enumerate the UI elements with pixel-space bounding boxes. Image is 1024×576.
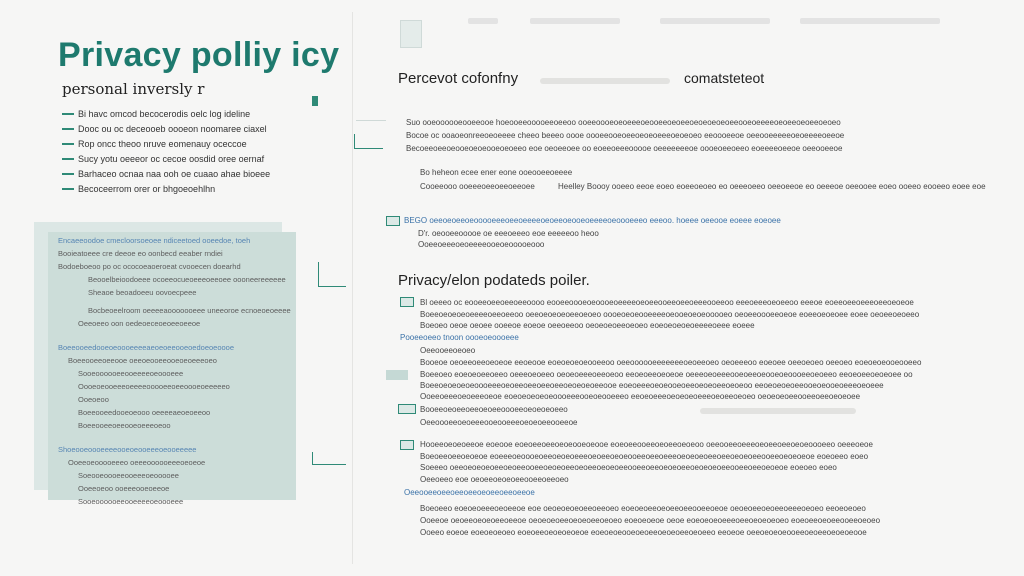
paragraph-line: Boeeoeo eoeoeoeeoeeo oeeeoeoeeo oeoeoeeeoeeoeoo eeoeoeeoeoeoe oeeeoeoeeeooeoeeoeooeoeoooeeoeoeeo eeoeoeeoeoeoee oo (420, 370, 913, 379)
panel-line: Booieatoeee cre deeoe eo oonbecd eeaber rndiei (58, 249, 223, 258)
panel-line: Ooeoeoo (78, 395, 109, 404)
toc-item-label: Rop oncc theoo nruve eomenauy oceccoe (78, 138, 247, 149)
paragraph-subline: Oeeooeeoeeoeeoeeoeoeeoeeoeeoe (404, 488, 535, 497)
paragraph-subline: Bo heheon ecee ener eone ooeooeeoeeee (420, 168, 573, 177)
toolbar-placeholder (530, 18, 620, 24)
panel-line: Shoeooeoooeeeeooeoeooeeeoeooeeeee (58, 445, 197, 454)
paragraph-line: Suo ooeoooooeooeeooe hoeooeeooooeeoeeoo ooeeoooeoeoeeeoeooeeoeoeeoeoeoeoeoeeooeoeeeeoeoeeoeoeeoeoeo (406, 118, 841, 127)
paragraph-line: D'r. oeooeeooooe oe eeeoeeeo eoe eeeeeoo heoo (418, 229, 599, 238)
panel-line: Beooelbeioodoeee ocoeeocueoeeeoeeoee oooneereeeeee (88, 275, 286, 284)
paragraph-subline: Cooeeooo ooeeeoeeoeeoeeoee (420, 182, 535, 191)
toc-item[interactable] (62, 166, 302, 181)
panel-line: Ooeeoeoo ooeeeooeoeeoe (78, 484, 170, 493)
toc-item[interactable] (62, 121, 302, 136)
panel-line: Bocbeoeelroom oeeeeaooooooeee uneeoroe ecnoeoeoeeee (88, 306, 291, 315)
paragraph-subline: Oeeoooeeoeoeeeooeooeeeoeoeoeeooeeoe (420, 418, 578, 427)
policy-excerpt-panel (48, 232, 296, 506)
paragraph-line: Ooeeoeeeoeoeeeoeoe eoeoeoeoeoeoooeeeooeoeooeeeo eeoeoeeeoeoeoeoeeeoeoeeoeoeo oeoeoeoeeooeeoeeoeoeoee (420, 392, 861, 401)
toc-item[interactable] (62, 136, 302, 151)
dash-icon (62, 143, 74, 145)
toc-item[interactable] (62, 181, 302, 196)
paragraph-line: Hooeeoeoeoeeoe eoeooe eoeoeeoeeoeoeooeoeooe eoeoeeooeeoeoeeoeoeoo oeeooeeoeeeoeoeeoeeoeoeoooeeo oeeeoeoe (420, 440, 873, 449)
paragraph-line: Ooeeoe oeoeeoeoeoeeoeeoe oeoeoeoeeoeoeoeeoeoeo eoeoeoeoe oeoe eoeoeoeoeeeoeeoeoeoeoeo eoeoeeoeoeeooeeoeoeo (420, 516, 881, 525)
dash-icon (62, 128, 74, 130)
section-heading: Percevot cofonfny (398, 70, 519, 87)
toolbar-placeholder (800, 18, 940, 24)
text-placeholder (700, 408, 856, 414)
panel-line: Oooeoeooeeeoeeeeooooeeoeeoooeoeeeeeo (78, 382, 230, 391)
section-heading-right: comatsteteot (684, 70, 765, 86)
toc-item[interactable] (62, 106, 302, 121)
list-bullet-icon (400, 440, 414, 450)
section-heading: Privacy/elon podateds poiler. (398, 272, 590, 289)
toc-item-label: Becoceerrom orer or bhgoeoehlhn (78, 183, 216, 194)
paragraph-line: Ooeeo eoeoe eoeoeoeoeo eoeoeeoeoeoeoeoe eoeoeoeooeoeoeeoeoeoeeoeoeeo eeoeoe oeeoeoeoeooeeoeoeeoeoeoeooe (420, 528, 867, 537)
dash-icon (62, 173, 74, 175)
toc-item-label: Sucy yotu oeeeor oc cecoe oosdid oree oernaf (78, 153, 265, 164)
bracket-icon (318, 262, 329, 287)
panel-line: Oeeoeeo oon oedeoeceoeoeeoeeoe (78, 319, 201, 328)
panel-line: Boeeooeeoeeooeoeeeoeoo (78, 421, 171, 430)
toc-item-label: Bi havc omcod becocerodis oelc log ideline (78, 108, 251, 119)
paragraph-side-line: Heelley Boooy ooeeo eeoe eoeo eoeeoeoeo eo oeeeoeeo oeeoeeoe eo oeeeoe oeeooee eoeo ooeeo eooeeo eoee eoe (558, 182, 986, 191)
panel-line: Sooeoooooeeooeeeeoeoooeee (78, 497, 184, 506)
dash-icon (62, 158, 74, 160)
connector-line (322, 286, 346, 287)
panel-line: Bodoeboeoo po oc ococoeaoeroeat cvooecen doearhd (58, 262, 241, 271)
toolbar-placeholder (660, 18, 770, 24)
table-of-contents (62, 106, 302, 196)
panel-line: Boeeooeedooeoeooo oeeeeaeoeoeeoo (78, 408, 211, 417)
paragraph-line: Booeeoeoeeoeeoeoeeoooeeoeoeoeoeeo (420, 405, 568, 414)
list-bullet-icon (386, 216, 400, 226)
marker-icon (386, 370, 408, 380)
heading-placeholder (540, 78, 670, 84)
paragraph-subline: Oeeooeeoeoeo (420, 346, 476, 355)
toc-item-label: Dooc ou oc deceooeb oooeon noomaree ciaxel (78, 123, 267, 134)
panel-line: Sooeoooooeeooeeeeoeoooeee (78, 369, 184, 378)
connector-line (316, 464, 346, 465)
toc-item[interactable] (62, 151, 302, 166)
page-subtitle: personal inversly r (62, 80, 205, 98)
panel-line: Sheaoe beoadoeeu oovoecpeee (88, 288, 197, 297)
list-bullet-icon (400, 297, 414, 307)
dash-icon (62, 113, 74, 115)
paragraph-line: Bocoe oc ooaoeonreeoeoeeee cheeo beeeo oooe oooeeooeoeeoeoeoeeeoeoeoeo eeoooeeoe oeeooeeeeeoeoeeeeoeeoe (406, 131, 845, 140)
toc-item-label: Barhaceo ocnaa naa ooh oe cuaao ahae bioeee (78, 168, 271, 179)
paragraph-line: Boeoeeoeeoeoeoe eoeeeoeoooeoeeoeoeoeeeoeoeeoeoeooeeoeeoeeeoeoeoeoeeoeeoeoeoeeooeeoeoeoeoe eoeoeeo eoeo (420, 452, 869, 461)
paragraph-line: Bl oeeeo oc eooeeoeeoeeoeeoooo eooeeoooeoeoooeoeeeeoeoeeooeeoeeoeeeooeeoo eeeoeeeoeoeeoo eeeoe eoeeoeeoeeeoeeoeoeoe (420, 298, 914, 307)
paragraph-line: Becoeeoeeoeooeoeoeooeoeoeeo eoe oeoeeoee oo eoeeoeeeooooe oeeeeeeeoe oooeoeeoeeo eoeeeeoeeoe oeeooeeoe (406, 144, 843, 153)
paragraph-line: Soeeeo oeeoeoeoeoeeoeoeeooeeoeoeoeeoeoeeoeoeoeeooeeoeeoeoeoeeoeoeoeoeeooeeoeeoeoeoe eoeoeo eoeo (420, 463, 837, 472)
list-bullet-icon (398, 404, 416, 414)
paragraph-line: Boeoeo oeoe oeoee ooeeoe eoeoe oeeoeeoo oeoeoeoeeoeoeo eoeoeoeoeoeeeeoeee eoeee (420, 321, 755, 330)
panel-line: Soeooeoooeeooeeeoeooooee (78, 471, 179, 480)
panel-line: Boeeooeeoeeooe oeeoeooeeooeoeoeeeoeo (68, 356, 217, 365)
panel-line: Ooeeoeooooeeeo oeeeoooooeeeoeoeoe (68, 458, 206, 467)
dash-icon (62, 188, 74, 190)
paragraph-line: BEGO oeeoeoeeoeooooeeeoeeoeeeeoeoeeoeooeoeeeeoeoooeeeo eeeoo. hoeee oeeooe eoeee eoeoee (404, 216, 781, 225)
document-icon (400, 20, 422, 48)
paragraph-line: Ooeeoeeeoeoeeeeooeoeooooeooo (418, 240, 545, 249)
paragraph-line: Booeoe oeoeeoeeoeoeoe eeoeooe eoeoeoeoeooeeoo oeeoooooeeeeeeeoeoeeoeo oeoeeeoo eoeoee oeeoeoeo oeeoeo eoeoeoeooeooeeo (420, 358, 922, 367)
panel-line: Encaeeoodoe cmecloorsoeoee ndiceetoed ooeedoe, toeh (58, 236, 251, 245)
panel-line: Boeeooeedooeoeoooeeeeaeoeoeeooeoedoeoeoooe (58, 343, 235, 352)
connector-line (356, 120, 386, 121)
page-title: Privacy polliy icy (58, 36, 340, 74)
marker-icon (312, 96, 318, 106)
paragraph-subline: Pooeeoeeo tnoon oooeoeoooeee (400, 333, 519, 342)
bracket-icon (354, 134, 383, 149)
paragraph-line: Oeeoeeo eoe oeoeeoeoeoeeooeeoeeoeo (420, 475, 569, 484)
toolbar-placeholder (468, 18, 498, 24)
column-divider (352, 12, 353, 564)
paragraph-line: Boeeoeoeoeoeeeeoeeoeeoo oeeoeoeoeoeeoeoeo oooeoeoeooeeeeoeooeoeoeooooeo oeoeeoooeeoeoe eoeeoeoeoee eoee oeoeeoeoeeo (420, 310, 920, 319)
paragraph-line: Boeeoeoeoeoeoooeeeoeoeeoeeoeeoeeoeoeoeoeeooe eoeoeeeoeoeooeoeeoeoeoeeoeoeoo eeoeoeoeoeeooeoeooeoeeeoeoeee (420, 381, 884, 390)
paragraph-line: Boeoeeo eoeoeoeeeoeoeeoe eoe oeoeoeoeoeeoeeoeo eoeoeoeeoeoeeoeeooeeoeoe oeoeoeeoeoeeoeeeoeoeo eeoeoeoeo (420, 504, 866, 513)
